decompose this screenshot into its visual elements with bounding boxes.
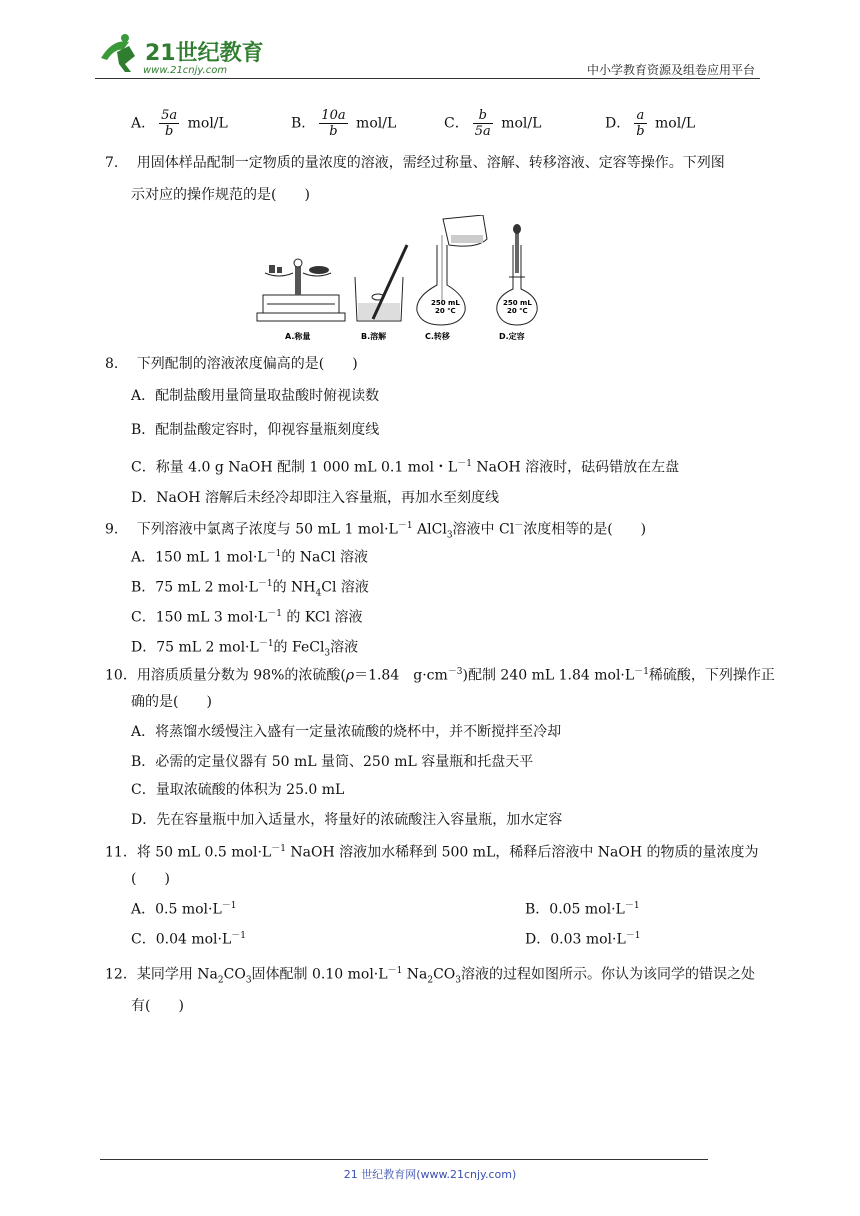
- q12-line2: 有( ): [131, 998, 184, 1014]
- balance-illustration: [257, 259, 345, 321]
- q8-stem: 8. 下列配制的溶液浓度偏高的是( ): [105, 356, 358, 372]
- q7-line2: 示对应的操作规范的是( ): [131, 187, 310, 203]
- q7-line1: 7. 用固体样品配制一定物质的量浓度的溶液，需经过称量、溶解、转移溶液、定容等操作。下列图: [105, 155, 725, 171]
- logo-url: www.21cnjy.com: [143, 65, 228, 76]
- q6-option-a: A． $\frac{5a}{b}$ mol/L: [131, 108, 228, 139]
- q10-option-d: D．先在容量瓶中加入适量水，将量好的浓硫酸注入容量瓶，加水定容: [131, 812, 563, 828]
- transfer-illustration: [417, 215, 487, 325]
- q8-option-a: A．配制盐酸用量筒量取盐酸时俯视读数: [131, 388, 380, 404]
- q6-option-d: D． $\frac{a}{b}$ mol/L: [605, 108, 696, 139]
- footer-text: 21 世纪教育网(www.21cnjy.com): [343, 1168, 517, 1181]
- q9-option-d: D．75 mL 2 $mol\cdot L^{-1}$的 FeCl$_3$溶液: [131, 639, 359, 659]
- q8-option-c: C．称量 4.0 g NaOH 配制 1 000 mL 0.1 mol・$L^{-1}$ NaOH 溶液时，砝码错放在左盘: [131, 459, 680, 476]
- flask-c-volume: 250 mL: [431, 299, 460, 307]
- q9-option-c: C．150 mL 3 $mol\cdot L^{-1}$ 的 KCl 溶液: [131, 609, 363, 626]
- fig-label-a: A.称量: [285, 332, 311, 341]
- q11-option-d: D．0.03 $mol\cdot L^{-1}$: [525, 931, 641, 948]
- platform-name: 中小学教育资源及组卷应用平台: [586, 63, 755, 77]
- q8-option-d: D．NaOH 溶解后未经冷却即注入容量瓶，再加水至刻度线: [131, 490, 499, 506]
- fig-label-b: B.溶解: [361, 332, 387, 341]
- beaker-illustration: [355, 245, 407, 321]
- q8-option-b: B．配制盐酸定容时，仰视容量瓶刻度线: [131, 422, 380, 438]
- q6-option-c: C． $\frac{b}{5a}$ mol/L: [444, 108, 542, 139]
- q10-line1: 10．用溶质质量分数为 98%的浓硫酸(ρ＝1.84 $g\cdot cm^{-3}$)配制 240 mL 1.84 $mol\cdot L^{-1}$稀硫酸，下列操作正: [105, 667, 775, 684]
- q6-option-b: B． $\frac{10a}{b}$ mol/L: [291, 108, 397, 139]
- flask-c-temp: 20 ℃: [435, 307, 456, 315]
- flask-d-volume: 250 mL: [503, 299, 532, 307]
- q11-option-a: A．0.5 $mol\cdot L^{-1}$: [131, 901, 237, 918]
- q10-option-b: B．必需的定量仪器有 50 mL 量筒、250 mL 容量瓶和托盘天平: [131, 754, 534, 770]
- q7-figure: [255, 215, 555, 345]
- volumetric-flask-illustration: [497, 224, 537, 325]
- q10-option-a: A．将蒸馏水缓慢注入盛有一定量浓硫酸的烧杯中，并不断搅拌至冷却: [131, 724, 562, 740]
- q11-line1: 11．将 50 mL 0.5 $mol\cdot L^{-1}$ NaOH 溶液加水稀释到 500 mL，稀释后溶液中 NaOH 的物质的量浓度为: [105, 844, 759, 861]
- footer-rule: [100, 1159, 708, 1160]
- logo-text: 21世纪教育: [145, 41, 264, 66]
- q9-option-a: A．150 mL 1 $mol\cdot L^{-1}$的 NaCl 溶液: [131, 549, 369, 566]
- q9-option-b: B．75 mL 2 $mol\cdot L^{-1}$的 $NH_4Cl$ 溶液: [131, 579, 369, 599]
- q11-line2: ( ): [131, 871, 170, 887]
- flask-d-temp: 20 ℃: [507, 307, 528, 315]
- q9-stem: 9. 下列溶液中氯离子浓度与 50 mL 1 $mol\cdot L^{-1}$ AlCl$_3$溶液中 Cl－浓度相等的是( ): [105, 521, 647, 541]
- q11-option-b: B．0.05 $mol\cdot L^{-1}$: [525, 901, 640, 918]
- site-logo: [95, 30, 265, 76]
- header-rule: [95, 78, 760, 79]
- fig-label-d: D.定容: [499, 332, 525, 341]
- q11-option-c: C．0.04 $mol\cdot L^{-1}$: [131, 931, 246, 948]
- q12-line1: 12．某同学用 $Na_2CO_3$固体配制 0.10 $mol\cdot L^{-1}$ $Na_2CO_3$溶液的过程如图所示。你认为该同学的错误之处: [105, 966, 756, 986]
- q10-line2: 确的是( ): [131, 694, 212, 710]
- fig-label-c: C.转移: [425, 332, 450, 341]
- q10-option-c: C．量取浓硫酸的体积为 25.0 mL: [131, 782, 345, 798]
